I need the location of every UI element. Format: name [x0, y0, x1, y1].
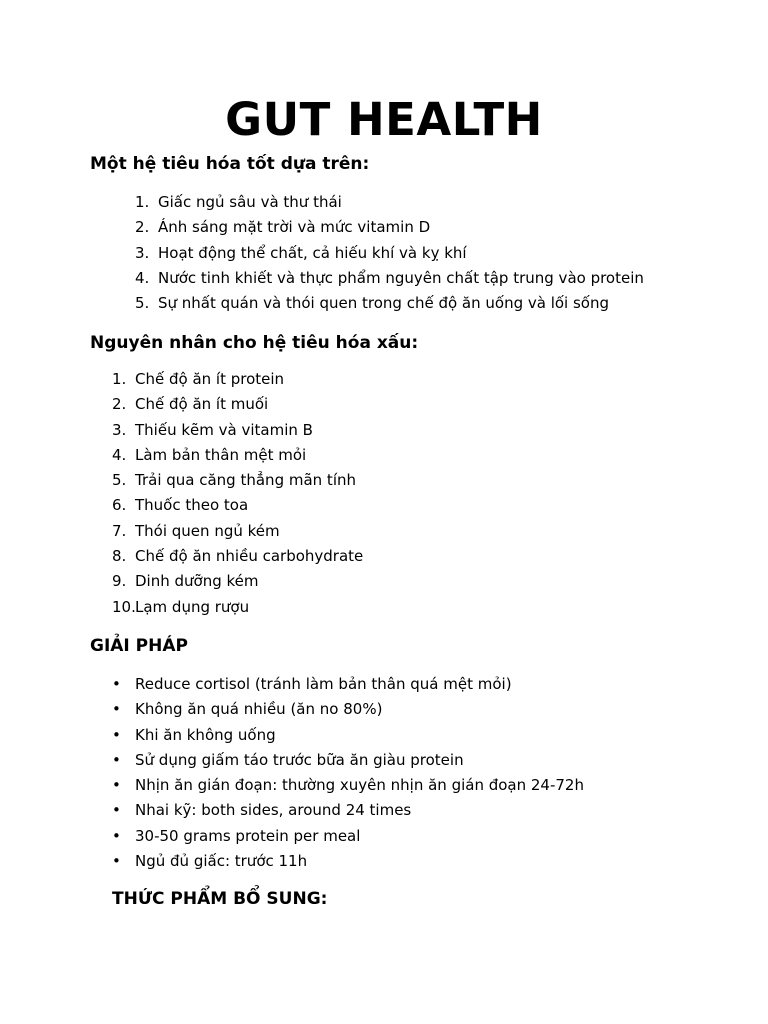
list-item-number: 10.	[112, 597, 136, 616]
list-item-text: Không ăn quá nhiều (ăn no 80%)	[135, 700, 383, 719]
list-item	[112, 569, 363, 594]
list-item	[112, 697, 584, 722]
section-heading-solutions: GIẢI PHÁP	[90, 636, 188, 656]
list-item-number: 2.	[112, 395, 127, 414]
list-item	[112, 824, 584, 849]
list-item-text: Hoạt động thể chất, cả hiếu khí và kỵ khí	[158, 243, 467, 262]
list-item-text: Chế độ ăn nhiều carbohydrate	[135, 547, 364, 566]
bullet-icon: •	[112, 852, 121, 871]
list-item	[135, 241, 644, 266]
list-item	[112, 798, 584, 823]
list-item-text: Thuốc theo toa	[135, 496, 249, 515]
bullet-icon: •	[112, 700, 121, 719]
list-item	[112, 493, 363, 518]
list-item	[135, 215, 644, 240]
list-item-number: 4.	[135, 268, 150, 287]
list-item	[112, 595, 363, 620]
list-item-text: Thiếu kẽm và vitamin B	[135, 420, 313, 439]
list-item-text: Nhịn ăn gián đoạn: thường xuyên nhịn ăn gián đoạn 24-72h	[135, 776, 584, 795]
list-item	[112, 418, 363, 443]
list-item	[112, 672, 584, 697]
good-digestion-list	[135, 190, 644, 316]
bad-digestion-causes-list	[112, 367, 363, 620]
list-item-text: Nước tinh khiết và thực phẩm nguyên chất tập trung vào protein	[158, 268, 644, 287]
list-item	[112, 392, 363, 417]
list-item-number: 9.	[112, 572, 127, 591]
list-item-number: 5.	[135, 294, 150, 313]
list-item-number: 2.	[135, 218, 150, 237]
list-item	[112, 849, 584, 874]
list-item-text: Giấc ngủ sâu và thư thái	[158, 193, 342, 211]
bullet-icon: •	[112, 801, 121, 820]
list-item-text: Chế độ ăn ít muối	[135, 395, 269, 414]
list-item-text: Khi ăn không uống	[135, 725, 276, 744]
list-item-number: 4.	[112, 445, 127, 464]
list-item-number: 3.	[112, 420, 127, 439]
list-item	[135, 291, 644, 316]
list-item	[112, 468, 363, 493]
list-item	[135, 266, 644, 291]
list-item-text: Làm bản thân mệt mỏi	[135, 445, 307, 464]
list-item-text: 30-50 grams protein per meal	[135, 826, 361, 845]
list-item-text: Sự nhất quán và thói quen trong chế độ ăn uống và lối sống	[158, 294, 610, 313]
list-item-text: Trải qua căng thẳng mãn tính	[135, 471, 356, 490]
bullet-icon: •	[112, 675, 121, 693]
bullet-icon: •	[112, 750, 121, 769]
page-title: GUT HEALTH	[225, 93, 543, 146]
section-heading-good-digestion: Một hệ tiêu hóa tốt dựa trên:	[90, 154, 370, 174]
list-item	[112, 519, 363, 544]
bullet-icon: •	[112, 725, 121, 744]
bullet-icon: •	[112, 776, 121, 795]
list-item	[112, 367, 363, 392]
list-item-number: 8.	[112, 547, 127, 566]
list-item-text: Sử dụng giấm táo trước bữa ăn giàu protein	[135, 750, 464, 769]
list-item-number: 1.	[112, 370, 127, 388]
list-item-number: 3.	[135, 243, 150, 262]
section-heading-bad-digestion-causes: Nguyên nhân cho hệ tiêu hóa xấu:	[90, 333, 419, 353]
list-item-text: Chế độ ăn ít protein	[135, 370, 285, 388]
bullet-icon: •	[112, 826, 121, 845]
list-item-text: Thói quen ngủ kém	[135, 521, 280, 540]
list-item-number: 6.	[112, 496, 127, 515]
list-item-text: Reduce cortisol (tránh làm bản thân quá mệt mỏi)	[135, 675, 512, 693]
list-item-text: Nhai kỹ: both sides, around 24 times	[135, 801, 412, 820]
list-item	[112, 544, 363, 569]
list-item	[112, 443, 363, 468]
list-item	[112, 723, 584, 748]
section-heading-supplements: THỨC PHẨM BỔ SUNG:	[112, 889, 328, 909]
list-item-number: 7.	[112, 521, 127, 540]
list-item-text: Ánh sáng mặt trời và mức vitamin D	[158, 218, 431, 237]
list-item	[135, 190, 644, 215]
list-item	[112, 773, 584, 798]
list-item-text: Lạm dụng rượu	[135, 597, 250, 616]
list-item-text: Ngủ đủ giấc: trước 11h	[135, 852, 308, 871]
list-item-number: 5.	[112, 471, 127, 490]
list-item-text: Dinh dưỡng kém	[135, 572, 259, 591]
list-item-number: 1.	[135, 193, 150, 211]
solutions-list	[112, 672, 584, 874]
list-item	[112, 748, 584, 773]
